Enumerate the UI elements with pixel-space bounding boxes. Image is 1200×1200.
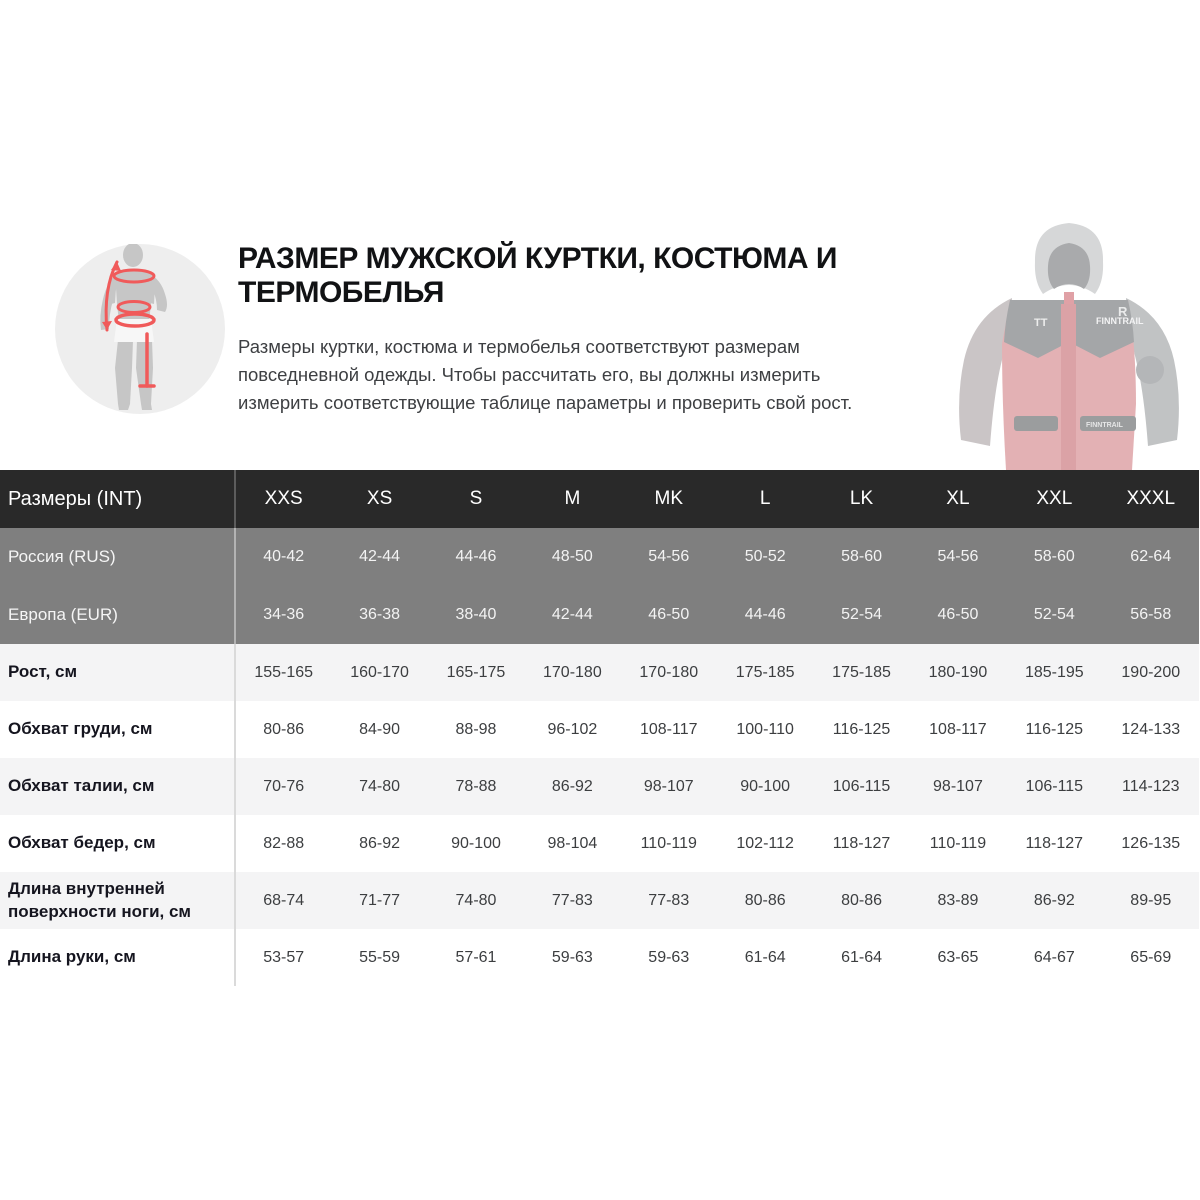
size-value-cell: 50-52 xyxy=(744,548,786,565)
size-value-cell: 74-80 xyxy=(455,891,497,909)
size-value-cell: 116-125 xyxy=(1025,720,1084,738)
size-value-cell: 98-107 xyxy=(643,777,694,795)
size-value-cell: 90-100 xyxy=(740,777,791,795)
page-description: Размеры куртки, костюма и термобелья соответствуют размерам повседневной одежды. Чтобы рассчитать его, вы должны измерить измерить соответствующие таблице параметры и проверить свой рост. xyxy=(238,336,853,414)
table-row xyxy=(0,872,1199,929)
size-value-cell: 175-185 xyxy=(832,663,891,681)
row-label: Длина руки, см xyxy=(0,929,235,986)
size-value-cell: 175-185 xyxy=(735,663,795,681)
jacket-brand-text: FINNTRAIL xyxy=(1096,316,1144,326)
jacket-strap-text: FINNTRAIL xyxy=(1086,422,1123,429)
row-label: Обхват груди, см xyxy=(0,701,235,758)
size-value-cell: 70-76 xyxy=(263,777,305,795)
size-value-cell: 54-56 xyxy=(937,548,979,565)
size-value-cell: 78-88 xyxy=(455,777,497,795)
size-value-cell: 170-180 xyxy=(543,663,602,681)
size-value-cell: 38-40 xyxy=(455,606,497,623)
table-row xyxy=(0,701,1199,758)
size-value-cell: 98-107 xyxy=(933,777,983,795)
size-column-header: MK xyxy=(621,470,717,528)
jacket-photo xyxy=(938,220,1200,470)
size-value-cell: 180-190 xyxy=(928,663,988,681)
size-value-cell: 124-133 xyxy=(1121,720,1181,738)
size-column-header: LK xyxy=(813,470,909,528)
size-value-cell: 90-100 xyxy=(451,834,501,852)
page-title: РАЗМЕР МУЖСКОЙ КУРТКИ, КОСТЮМА И ТЕРМОБЕЛЬЯ xyxy=(238,242,837,309)
size-value-cell: 160-170 xyxy=(350,663,409,681)
size-value-cell: 86-92 xyxy=(359,834,401,852)
size-value-cell: 102-112 xyxy=(736,834,794,852)
size-column-header: XS xyxy=(331,470,427,528)
size-value-cell: 46-50 xyxy=(648,606,690,623)
size-value-cell: 106-115 xyxy=(832,777,891,795)
size-value-cell: 64-67 xyxy=(1033,948,1075,966)
size-value-cell: 74-80 xyxy=(359,777,401,795)
row-label: Обхват талии, см xyxy=(0,758,235,815)
size-value-cell: 77-83 xyxy=(551,891,593,909)
table-row xyxy=(0,758,1199,815)
size-value-cell: 82-88 xyxy=(263,834,305,852)
table-row xyxy=(0,644,1199,701)
table-row xyxy=(0,586,1199,644)
size-table-header xyxy=(0,470,1199,528)
size-column-header: M xyxy=(524,470,620,528)
size-value-cell: 83-89 xyxy=(937,891,979,909)
size-value-cell: 53-57 xyxy=(263,948,305,966)
size-value-cell: 110-119 xyxy=(929,834,987,852)
size-value-cell: 185-195 xyxy=(1024,663,1084,681)
size-value-cell: 36-38 xyxy=(359,606,401,623)
size-conversion-rows xyxy=(0,528,1199,644)
size-value-cell: 155-165 xyxy=(254,663,314,681)
size-value-cell: 55-59 xyxy=(359,948,401,966)
size-value-cell: 57-61 xyxy=(455,948,497,966)
size-value-cell: 61-64 xyxy=(841,948,882,966)
size-value-cell: 88-98 xyxy=(455,720,497,738)
size-value-cell: 42-44 xyxy=(359,548,401,565)
size-value-cell: 108-117 xyxy=(929,720,987,738)
size-value-cell: 100-110 xyxy=(736,720,794,738)
size-value-cell: 80-86 xyxy=(744,891,786,909)
size-system-label: Размеры (INT) xyxy=(0,470,235,528)
size-column-header: XXXL xyxy=(1103,470,1199,528)
size-value-cell: 77-83 xyxy=(648,891,690,909)
measurement-figure-icon xyxy=(55,244,225,414)
row-label: Длина внутренней поверхности ноги, см xyxy=(0,872,235,929)
size-value-cell: 42-44 xyxy=(551,606,593,623)
size-value-cell: 165-175 xyxy=(446,663,506,681)
size-value-cell: 44-46 xyxy=(744,606,786,623)
size-value-cell: 118-127 xyxy=(1025,834,1084,852)
size-value-cell: 190-200 xyxy=(1121,663,1181,681)
size-value-cell: 44-46 xyxy=(455,548,497,565)
size-column-header: L xyxy=(717,470,813,528)
hero-section xyxy=(0,0,1200,470)
row-label: Европа (EUR) xyxy=(0,586,235,644)
size-header-row xyxy=(0,470,1199,528)
table-row xyxy=(0,528,1199,586)
size-value-cell: 34-36 xyxy=(263,606,305,623)
size-value-cell: 170-180 xyxy=(639,663,699,681)
size-value-cell: 58-60 xyxy=(1033,548,1075,565)
size-column-header: XL xyxy=(910,470,1006,528)
jacket-image xyxy=(938,220,1200,470)
size-value-cell: 89-95 xyxy=(1130,891,1172,909)
size-value-cell: 48-50 xyxy=(551,548,593,565)
size-column-header: S xyxy=(428,470,524,528)
size-value-cell: 58-60 xyxy=(841,548,882,565)
size-value-cell: 63-65 xyxy=(937,948,979,966)
size-value-cell: 56-58 xyxy=(1130,606,1172,623)
size-value-cell: 126-135 xyxy=(1121,834,1181,852)
size-value-cell: 86-92 xyxy=(1033,891,1075,909)
size-value-cell: 116-125 xyxy=(832,720,891,738)
row-label: Обхват бедер, см xyxy=(0,815,235,872)
size-column-header: XXL xyxy=(1006,470,1102,528)
size-column-header: XXS xyxy=(235,470,331,528)
size-value-cell: 80-86 xyxy=(841,891,882,909)
size-value-cell: 98-104 xyxy=(547,834,598,852)
size-value-cell: 54-56 xyxy=(648,548,690,565)
table-row xyxy=(0,929,1199,986)
size-value-cell: 59-63 xyxy=(551,948,593,966)
size-value-cell: 52-54 xyxy=(1033,606,1075,623)
size-value-cell: 96-102 xyxy=(547,720,598,738)
table-row xyxy=(0,815,1199,872)
size-value-cell: 86-92 xyxy=(551,777,593,795)
size-value-cell: 62-64 xyxy=(1130,548,1172,565)
size-value-cell: 65-69 xyxy=(1130,948,1172,966)
size-value-cell: 46-50 xyxy=(937,606,979,623)
body-measurement-icon xyxy=(55,244,225,414)
size-value-cell: 59-63 xyxy=(648,948,690,966)
jacket-r-logo: R xyxy=(1118,304,1128,319)
measurement-rows xyxy=(0,644,1199,986)
row-label: Россия (RUS) xyxy=(0,528,235,586)
size-value-cell: 40-42 xyxy=(263,548,305,565)
size-value-cell: 114-123 xyxy=(1121,777,1180,795)
size-value-cell: 71-77 xyxy=(359,891,401,909)
size-value-cell: 108-117 xyxy=(639,720,698,738)
row-label: Рост, см xyxy=(0,644,235,701)
size-value-cell: 68-74 xyxy=(263,891,305,909)
size-value-cell: 61-64 xyxy=(744,948,786,966)
size-value-cell: 118-127 xyxy=(832,834,891,852)
size-value-cell: 52-54 xyxy=(841,606,882,623)
size-value-cell: 106-115 xyxy=(1025,777,1084,795)
jacket-tt-logo: TT xyxy=(1034,317,1048,329)
size-value-cell: 84-90 xyxy=(359,720,401,738)
hero-copy xyxy=(238,242,948,418)
size-value-cell: 80-86 xyxy=(263,720,305,738)
size-chart-table xyxy=(0,470,1200,986)
size-value-cell: 110-119 xyxy=(640,834,697,852)
